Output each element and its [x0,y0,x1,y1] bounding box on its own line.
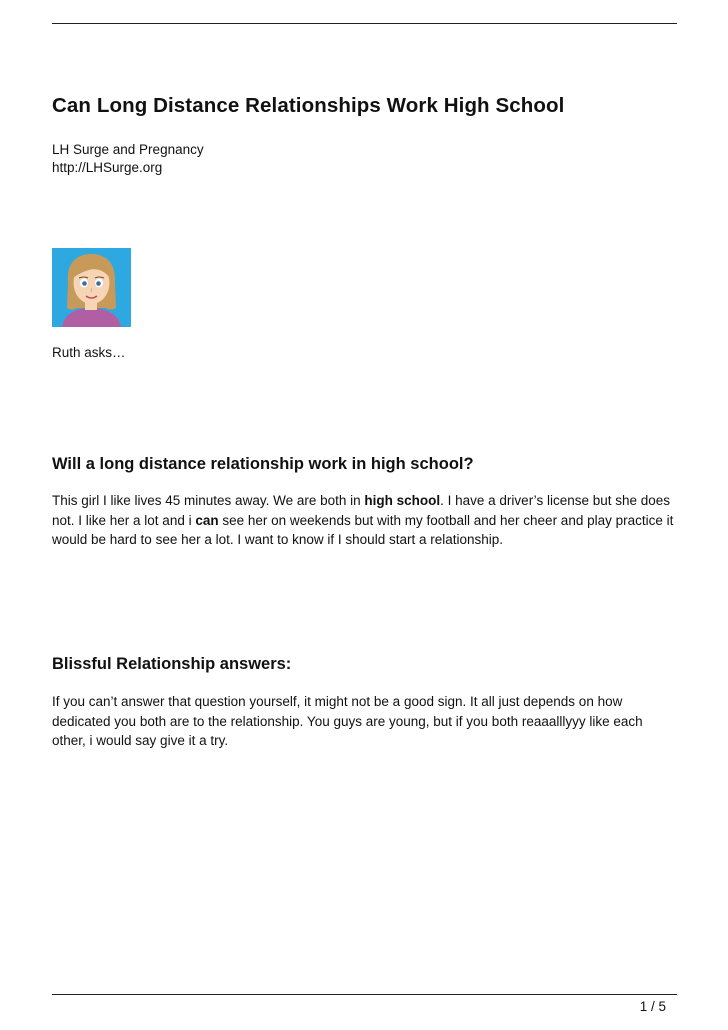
site-name: LH Surge and Pregnancy [52,142,204,157]
question-emphasis-can: can [195,512,219,528]
question-body [52,491,677,550]
page-indicator: 1 / 5 [639,999,666,1014]
page-title: Can Long Distance Relationships Work High School [52,94,565,117]
answer-body: If you can’t answer that question yourself, it might not be a good sign. It all just depends on how dedicated you both are to the relationship. You guys are young, but if you both reaaalllyyy like each other, i would say give it a try. [52,694,643,748]
answer-heading: Blissful Relationship answers: [52,655,292,673]
avatar [52,248,131,327]
asker-label: Ruth asks… [52,345,126,360]
question-text-3: see her on weekends but with my football and her cheer and play practice it would be hard to see her a lot. I want to know if I should start a relationship. [52,512,674,547]
site-url[interactable]: http://LHSurge.org [52,160,163,175]
question-heading: Will a long distance relationship work in high school? [52,455,474,473]
footer-rule [52,994,677,995]
cartoon-girl-avatar-icon [52,248,131,327]
header-rule [52,23,677,24]
question-emphasis-high-school: high school [364,493,441,508]
source-meta [52,141,204,177]
question-text-2: . I have a driver’s license but she does not. I like her a lot and i [52,493,671,528]
question-text-1: This girl I like lives 45 minutes away. We are both in [52,493,365,508]
